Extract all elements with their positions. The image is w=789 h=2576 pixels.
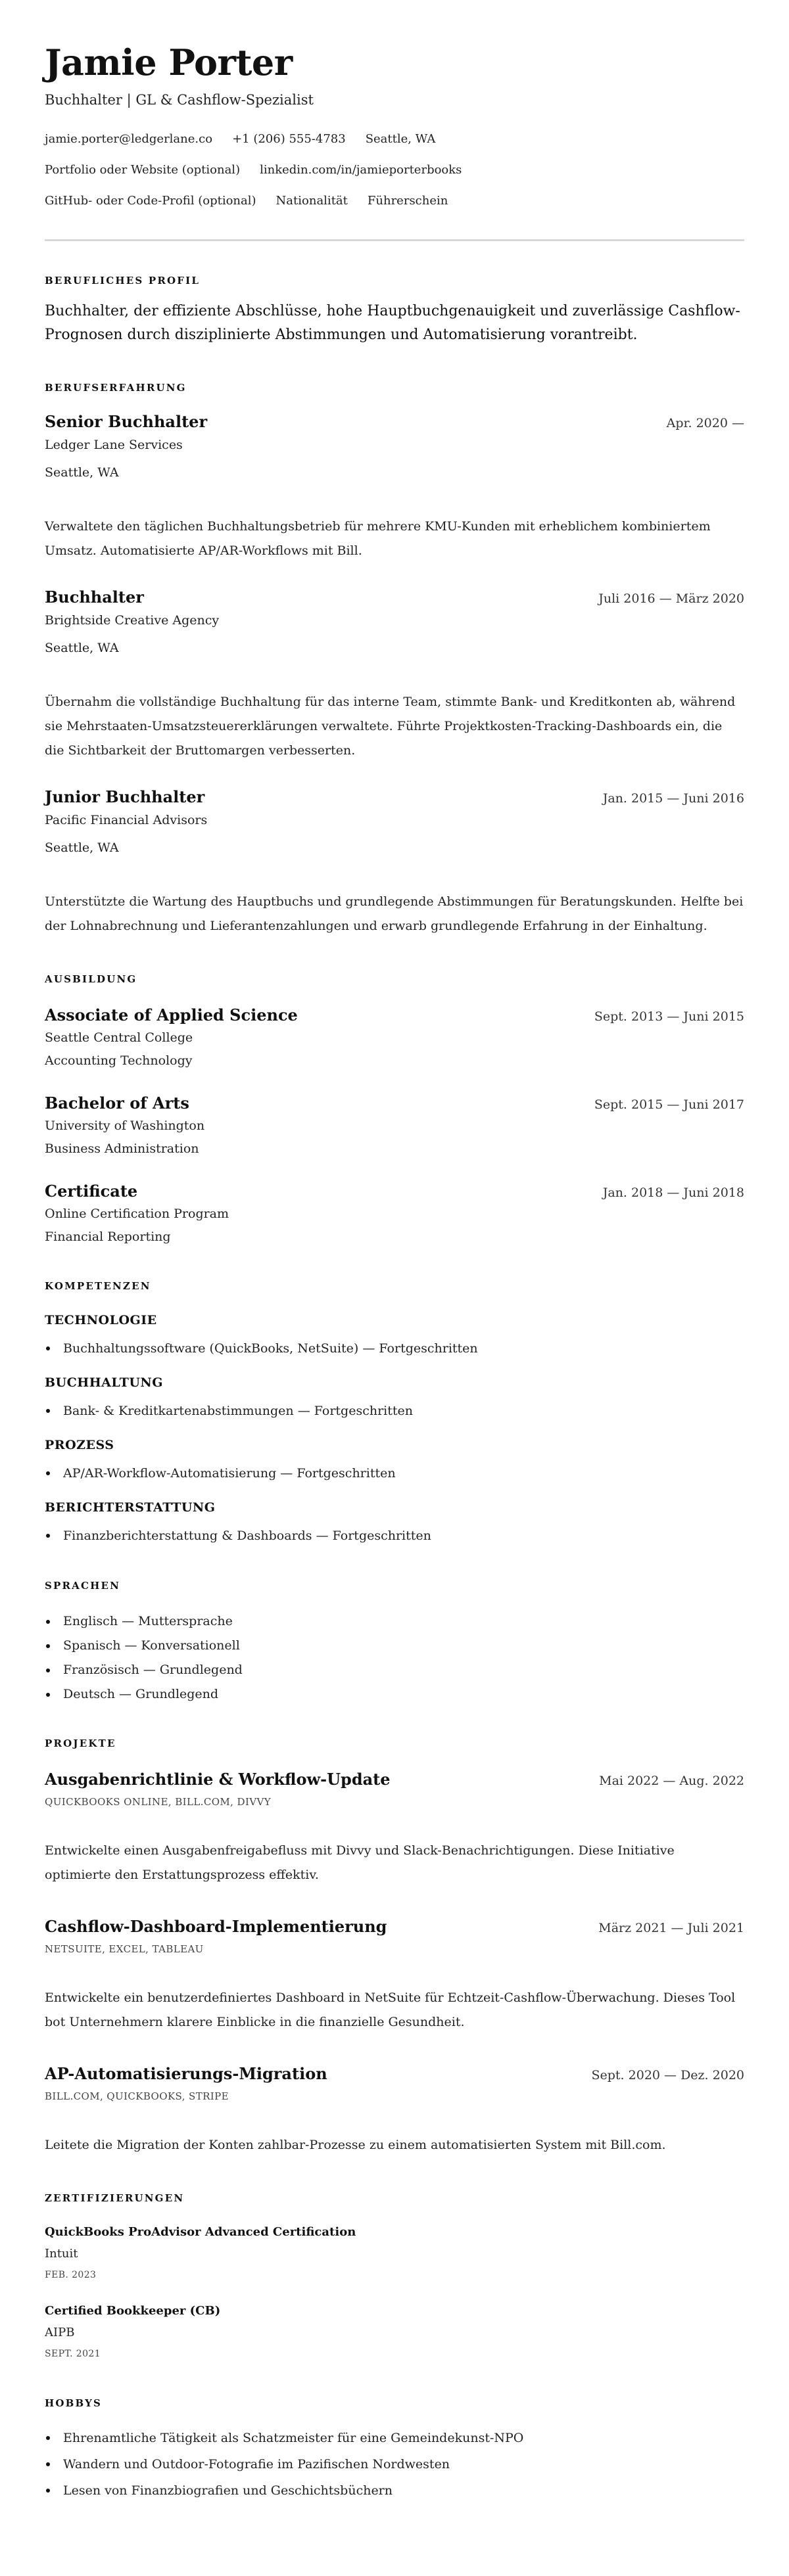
job-title: Buchhalter	[45, 587, 144, 607]
project-title: Cashflow-Dashboard-Implementierung	[45, 1917, 387, 1936]
project-tech-tags: NETSUITE, EXCEL, TABLEAU	[45, 1943, 204, 1955]
contact-github[interactable]: GitHub- oder Code-Profil (optional)	[45, 194, 256, 208]
profile-summary: Buchhalter, der effiziente Abschlüsse, hohe Hauptbuchgenauigkeit und zuverlässige Cashflow-Prognosen durch disziplinierte Abstimmungen und Automatisierung vorantreibt.	[45, 303, 740, 343]
language-list	[45, 1609, 744, 1707]
job-company: Pacific Financial Advisors	[45, 813, 208, 827]
candidate-headline: Buchhalter | GL & Cashflow-Spezialist	[45, 92, 314, 108]
project-entry	[45, 1917, 744, 2035]
job-entry	[45, 412, 744, 563]
section-title: BERUFLICHES PROFIL	[45, 275, 201, 287]
institution: Online Certification Program	[45, 1207, 229, 1221]
certification-entry	[45, 2224, 744, 2282]
skill-list	[45, 1402, 744, 1420]
language-item: Französisch — Grundlegend	[45, 1658, 744, 1682]
project-dates: März 2021 — Juli 2021	[598, 1921, 744, 1935]
section-title: ZERTIFIZIERUNGEN	[45, 2192, 185, 2204]
field-of-study: Business Administration	[45, 1141, 199, 1156]
hobby-list	[45, 2425, 744, 2504]
skill-list	[45, 1339, 744, 1358]
institution: University of Washington	[45, 1118, 205, 1133]
section-title: BERUFSERFAHRUNG	[45, 382, 187, 394]
job-description: Verwaltete den täglichen Buchhaltungsbetrieb für mehrere KMU-Kunden mit erheblichem kombiniertem Umsatz. Automatisierte AP/AR-Workflows mit Bill.	[45, 519, 711, 558]
project-dates: Sept. 2020 — Dez. 2020	[591, 2068, 744, 2082]
project-tech-tags: QUICKBOOKS ONLINE, BILL.COM, DIVVY	[45, 1796, 272, 1808]
degree: Bachelor of Arts	[45, 1093, 189, 1113]
certification-issuer: Intuit	[45, 2247, 78, 2261]
education-entry	[45, 1093, 744, 1157]
degree: Associate of Applied Science	[45, 1005, 298, 1024]
contact-phone[interactable]: +1 (206) 555-4783	[232, 132, 346, 146]
job-description: Übernahm die vollständige Buchhaltung für das interne Team, stimmte Bank- und Kreditkonten ab, während sie Mehrstaaten-Umsatzsteuererklärungen verwaltete. Führte Projektkosten-Tracking-Dashboards ein, die die Sichtbarkeit der Bruttomargen verbesserten.	[45, 695, 736, 758]
education-entry	[45, 1182, 744, 1245]
skills-section	[45, 1279, 744, 1545]
job-location: Seattle, WA	[45, 840, 119, 855]
project-entry	[45, 1770, 744, 1887]
project-description: Entwickelte ein benutzerdefiniertes Dashboard in NetSuite für Echtzeit-Cashflow-Überwachung. Dieses Tool bot Unternehmern klarere Einblicke in die finanzielle Gesundheit.	[45, 1990, 736, 2029]
certification-entry	[45, 2303, 744, 2360]
contact-row	[45, 161, 744, 179]
hobby-item: Lesen von Finanzbiografien und Geschichtsbüchern	[45, 2477, 744, 2504]
candidate-name: Jamie Porter	[45, 41, 293, 83]
job-dates: Apr. 2020 —	[666, 416, 744, 430]
certification-name: QuickBooks ProAdvisor Advanced Certification	[45, 2225, 356, 2239]
contact-linkedin[interactable]: linkedin.com/in/jamieporterbooks	[260, 163, 462, 177]
certification-date: SEPT. 2021	[45, 2349, 101, 2359]
job-location: Seattle, WA	[45, 641, 119, 655]
projects-section	[45, 1737, 744, 2157]
field-of-study: Accounting Technology	[45, 1053, 193, 1068]
language-item: Spanisch — Konversationell	[45, 1634, 744, 1658]
section-title: KOMPETENZEN	[45, 1280, 151, 1292]
profile-section	[45, 274, 744, 347]
project-tech-tags: BILL.COM, QUICKBOOKS, STRIPE	[45, 2090, 229, 2102]
education-dates: Jan. 2018 — Juni 2018	[602, 1185, 744, 1200]
field-of-study: Financial Reporting	[45, 1230, 171, 1244]
project-dates: Mai 2022 — Aug. 2022	[599, 1774, 744, 1788]
skill-category: BUCHHALTUNG	[45, 1375, 164, 1390]
skill-list	[45, 1464, 744, 1483]
section-title: SPRACHEN	[45, 1580, 121, 1592]
job-company: Brightside Creative Agency	[45, 613, 220, 628]
job-title: Junior Buchhalter	[45, 787, 205, 806]
project-title: Ausgabenrichtlinie & Workflow-Update	[45, 1770, 391, 1789]
section-title: PROJEKTE	[45, 1737, 116, 1749]
contact-portfolio[interactable]: Portfolio oder Website (optional)	[45, 163, 241, 177]
certification-date: FEB. 2023	[45, 2270, 97, 2280]
resume-page	[45, 0, 744, 2504]
project-description: Entwickelte einen Ausgabenfreigabefluss mit Divvy und Slack-Benachrichtigungen. Diese Initiative optimierte den Erstattungsprozess effektiv.	[45, 1843, 675, 1882]
contact-nationality: Nationalität	[275, 194, 348, 208]
education-dates: Sept. 2015 — Juni 2017	[594, 1097, 744, 1112]
skill-item: AP/AR-Workflow-Automatisierung — Fortgeschritten	[45, 1464, 744, 1483]
job-description: Unterstützte die Wartung des Hauptbuchs und grundlegende Abstimmungen für Beratungskunden. Helfte bei der Lohnabrechnung und Lieferantenzahlungen und erwarb grundlegende Erfahrung in der Einhaltung.	[45, 894, 744, 933]
language-item: Deutsch — Grundlegend	[45, 1682, 744, 1707]
job-dates: Juli 2016 — März 2020	[598, 591, 744, 606]
institution: Seattle Central College	[45, 1030, 193, 1045]
section-title: HOBBYS	[45, 2397, 103, 2409]
job-title: Senior Buchhalter	[45, 412, 208, 431]
hobbies-section	[45, 2397, 744, 2504]
degree: Certificate	[45, 1182, 138, 1201]
header-divider	[45, 239, 744, 241]
certification-issuer: AIPB	[45, 2326, 75, 2339]
experience-section	[45, 381, 744, 938]
job-entry	[45, 787, 744, 938]
job-entry	[45, 587, 744, 763]
certification-name: Certified Bookkeeper (CB)	[45, 2304, 221, 2318]
project-description: Leitete die Migration der Konten zahlbar-Prozesse zu einem automatisierten System mit Bill.com.	[45, 2138, 666, 2152]
education-section	[45, 973, 744, 1245]
contact-row	[45, 192, 744, 210]
skill-category: PROZESS	[45, 1438, 114, 1452]
job-company: Ledger Lane Services	[45, 438, 183, 452]
language-item: Englisch — Muttersprache	[45, 1609, 744, 1634]
education-dates: Sept. 2013 — Juni 2015	[594, 1009, 744, 1024]
languages-section	[45, 1579, 744, 1707]
skill-item: Bank- & Kreditkartenabstimmungen — Fortgeschritten	[45, 1402, 744, 1420]
job-location: Seattle, WA	[45, 465, 119, 480]
skill-item: Buchhaltungssoftware (QuickBooks, NetSuite) — Fortgeschritten	[45, 1339, 744, 1358]
project-title: AP-Automatisierungs-Migration	[45, 2064, 327, 2083]
contact-email[interactable]: jamie.porter@ledgerlane.co	[45, 132, 213, 146]
project-entry	[45, 2064, 744, 2157]
contact-row	[45, 130, 744, 149]
skill-category: TECHNOLOGIE	[45, 1313, 157, 1327]
hobby-item: Ehrenamtliche Tätigkeit als Schatzmeister für eine Gemeindekunst-NPO	[45, 2425, 744, 2451]
contact-drivers-license: Führerschein	[367, 194, 448, 208]
section-title: AUSBILDUNG	[45, 973, 137, 985]
education-entry	[45, 1005, 744, 1069]
hobby-item: Wandern und Outdoor-Fotografie im Pazifischen Nordwesten	[45, 2451, 744, 2477]
skill-list	[45, 1527, 744, 1545]
skill-item: Finanzberichterstattung & Dashboards — Fortgeschritten	[45, 1527, 744, 1545]
skill-category: BERICHTERSTATTUNG	[45, 1500, 216, 1515]
resume-header	[45, 43, 744, 210]
contact-location: Seattle, WA	[365, 132, 436, 146]
certifications-section	[45, 2192, 744, 2360]
job-dates: Jan. 2015 — Juni 2016	[602, 791, 744, 806]
